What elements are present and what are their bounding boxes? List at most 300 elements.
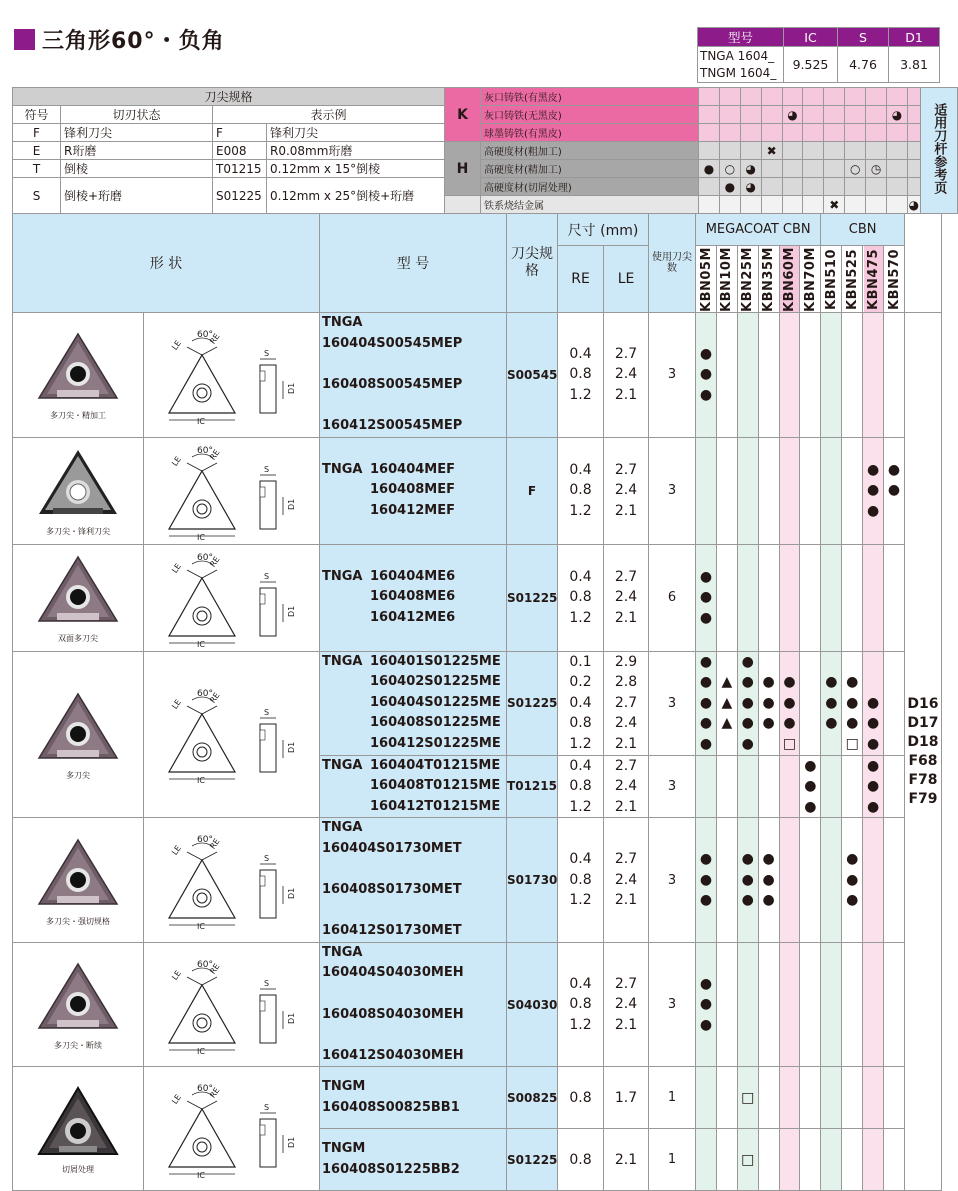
availability-mark (725, 996, 729, 1012)
re-value: 0.4 (569, 757, 592, 774)
grade-header: KBN05M (696, 246, 717, 313)
material-row (445, 142, 958, 160)
header-megacoat-cbn: MEGACOAT CBN (696, 214, 821, 246)
availability-mark (787, 851, 791, 867)
shape-caption: 多刀尖 (66, 770, 90, 780)
model-code[interactable]: 160412S04030MEH (322, 1047, 464, 1063)
material-mark (719, 88, 740, 106)
material-mark (699, 124, 720, 142)
grade-availability (800, 755, 821, 818)
material-mark: ◕ (908, 197, 920, 212)
availability-mark (766, 996, 770, 1012)
grade-availability (737, 544, 758, 651)
model-code[interactable]: 160408S00545MEP (322, 376, 463, 392)
model-code[interactable]: 160401S01225ME (370, 653, 501, 669)
material-mark (907, 178, 920, 196)
material-group-code: K (445, 88, 481, 142)
usable-edges: 1 (649, 1067, 696, 1129)
material-mark: ● (719, 178, 740, 196)
ref-page-link[interactable]: F78 (908, 771, 938, 788)
availability-mark: ● (804, 757, 817, 774)
model-code[interactable]: 160404T01215ME (370, 757, 501, 773)
availability-mark: ● (699, 387, 713, 404)
availability-mark (871, 1090, 875, 1106)
model-code[interactable]: 160404S01730MET (322, 840, 462, 856)
availability-mark (787, 387, 791, 403)
svg-text:D1: D1 (286, 1012, 296, 1024)
model-code[interactable]: 160412S01225ME (370, 735, 501, 751)
availability-mark (704, 1090, 708, 1106)
le-value: 2.1 (614, 502, 638, 519)
model-code[interactable]: 160404S04030MEH (322, 965, 464, 981)
grade-availability (842, 818, 863, 943)
material-mark (907, 124, 920, 142)
availability-mark (766, 1152, 770, 1168)
model-prefix: TNGM (322, 1141, 366, 1157)
svg-text:LE: LE (169, 1092, 183, 1106)
le-values (604, 437, 649, 544)
ref-page-link[interactable]: D16 (907, 695, 939, 712)
availability-mark (892, 346, 896, 362)
page-title: 三角形60°・负角 (42, 29, 225, 54)
grade-availability (758, 942, 779, 1067)
model-code[interactable]: 160412MEF (370, 502, 455, 518)
model-code[interactable]: 160408MEF (370, 482, 455, 498)
grade-header: KBN475 (863, 246, 884, 313)
edge-spec-code: S01730 (507, 818, 558, 943)
le-values (604, 942, 649, 1067)
svg-text:D1: D1 (286, 605, 296, 617)
le-values (604, 1129, 649, 1191)
re-value: 0.4 (569, 851, 592, 868)
model-code[interactable]: 160412S00545MEP (322, 417, 463, 433)
availability-mark: ● (741, 674, 754, 691)
availability-mark (871, 569, 875, 585)
material-mark (719, 196, 740, 214)
availability-mark (725, 736, 729, 752)
availability-mark (829, 366, 833, 382)
availability-mark: ● (699, 975, 713, 992)
material-mark (887, 124, 908, 142)
edge-spec-example-desc: R0.08mm珩磨 (267, 142, 445, 160)
availability-mark (766, 976, 770, 992)
availability-mark (871, 610, 875, 626)
model-code[interactable]: 160408S04030MEH (322, 1006, 464, 1022)
re-value: 1.2 (569, 609, 592, 626)
grade-availability (737, 313, 758, 438)
grade-availability (758, 313, 779, 438)
usable-edges: 3 (649, 942, 696, 1067)
edge-spec-header-state: 切刃状态 (61, 106, 213, 124)
le-value: 2.4 (614, 996, 638, 1013)
grade-availability (758, 437, 779, 544)
grade-availability (863, 313, 884, 438)
availability-mark (850, 482, 854, 498)
availability-mark (850, 976, 854, 992)
header-cbn: CBN (821, 214, 905, 246)
material-mark (803, 106, 824, 124)
material-mark (699, 142, 720, 160)
material-mark (782, 160, 803, 178)
le-value: 2.1 (614, 892, 638, 909)
dim-value-d1: 3.81 (889, 47, 940, 83)
grade-availability (758, 818, 779, 943)
re-value: 0.8 (569, 715, 592, 732)
availability-mark (829, 387, 833, 403)
availability-mark: ● (783, 674, 796, 691)
edge-spec-table (12, 87, 445, 214)
edge-spec-header-symbol: 符号 (13, 106, 61, 124)
ref-page-link[interactable]: F79 (908, 790, 938, 807)
re-values (558, 313, 604, 438)
material-mark: ○ (845, 160, 866, 178)
grade-header: KBN525 (842, 246, 863, 313)
grade-availability (842, 437, 863, 544)
grade-availability (863, 1129, 884, 1191)
availability-mark (871, 654, 875, 670)
availability-mark (808, 1152, 812, 1168)
availability-mark (725, 654, 729, 670)
re-value: 1.2 (569, 892, 592, 909)
model-code[interactable]: 160408T01215ME (370, 778, 501, 794)
material-mark (740, 106, 761, 124)
availability-mark (850, 569, 854, 585)
usable-edges: 3 (649, 755, 696, 818)
le-value: 2.7 (614, 975, 638, 992)
ref-spacer (904, 214, 941, 313)
availability-mark (787, 569, 791, 585)
availability-mark (829, 736, 833, 752)
grade-availability (884, 544, 905, 651)
edge-spec-code: S01225 (507, 1129, 558, 1191)
grade-availability (716, 1129, 737, 1191)
grade-availability (779, 755, 800, 818)
grade-availability (800, 1129, 821, 1191)
availability-mark: ● (699, 1016, 713, 1033)
availability-mark (829, 996, 833, 1012)
availability-mark (808, 715, 812, 731)
model-code[interactable]: 160404MEF (370, 461, 455, 477)
grade-availability (821, 313, 842, 438)
availability-mark (808, 892, 812, 908)
availability-mark (829, 589, 833, 605)
availability-mark (871, 996, 875, 1012)
availability-mark (850, 610, 854, 626)
material-mark: ● (699, 160, 720, 178)
shape-caption: 多刀尖・精加工 (50, 411, 106, 421)
model-cell (320, 1067, 507, 1129)
usable-edges: 1 (649, 1129, 696, 1191)
re-values (558, 437, 604, 544)
availability-mark (829, 569, 833, 585)
model-code[interactable]: 160408S01730MET (322, 882, 462, 898)
availability-mark (725, 851, 729, 867)
grade-availability (737, 942, 758, 1067)
availability-mark (766, 736, 770, 752)
availability-mark (787, 503, 791, 519)
material-mark (866, 142, 887, 160)
material-mark (740, 196, 761, 214)
availability-mark (871, 872, 875, 888)
availability-mark (725, 778, 729, 794)
availability-mark (850, 346, 854, 362)
availability-mark (808, 366, 812, 382)
grade-availability (842, 942, 863, 1067)
availability-mark (871, 892, 875, 908)
svg-text:RE: RE (207, 554, 222, 569)
svg-text:60°: 60° (196, 689, 213, 700)
availability-mark: ● (887, 482, 901, 499)
insert-icon (13, 958, 143, 1038)
edge-spec-code: S00545 (507, 313, 558, 438)
availability-mark: ● (699, 609, 713, 626)
edge-spec-row (13, 178, 445, 214)
grade-availability (716, 755, 737, 818)
grade-availability (737, 1067, 758, 1129)
le-values (604, 755, 649, 818)
shape-caption: 多刀尖・锋利刀尖 (46, 527, 110, 537)
availability-mark: ● (866, 694, 880, 711)
availability-mark (892, 996, 896, 1012)
availability-mark (892, 872, 896, 888)
re-value: 0.4 (569, 461, 592, 478)
availability-mark (766, 569, 770, 585)
grade-availability (716, 313, 737, 438)
availability-mark (808, 851, 812, 867)
grade-availability (821, 651, 842, 755)
le-value: 2.4 (614, 871, 638, 888)
svg-text:D1: D1 (286, 887, 296, 900)
availability-mark: ● (866, 735, 880, 752)
availability-mark (766, 778, 770, 794)
availability-mark (766, 387, 770, 403)
material-mark (782, 124, 803, 142)
material-mark (719, 124, 740, 142)
grade-availability (821, 942, 842, 1067)
material-mark (824, 160, 845, 178)
availability-mark (829, 851, 833, 867)
svg-text:S: S (263, 1102, 269, 1112)
material-row (445, 88, 958, 106)
usable-edges: 6 (649, 544, 696, 651)
svg-text:S: S (263, 854, 269, 864)
material-mark (866, 124, 887, 142)
svg-text:RE: RE (207, 961, 222, 976)
grade-availability (863, 437, 884, 544)
availability-mark: ● (846, 871, 859, 888)
insert-icon (13, 328, 143, 408)
model-prefix: TNGA (322, 653, 363, 669)
availability-mark (746, 589, 750, 605)
availability-mark (808, 674, 812, 690)
grade-availability (842, 1129, 863, 1191)
availability-mark: ● (741, 892, 754, 909)
availability-mark (829, 482, 833, 498)
edge-spec-title: 刀尖规格 (13, 88, 445, 106)
ref-page-link[interactable]: F68 (908, 752, 938, 769)
availability-mark: ● (866, 715, 880, 732)
model-code[interactable]: 160404S00545MEP (322, 335, 463, 351)
model-code[interactable]: 160408S01225BB2 (322, 1161, 460, 1177)
edge-spec-example-code: E008 (213, 142, 267, 160)
svg-text:D1: D1 (286, 382, 296, 394)
availability-mark (871, 1152, 875, 1168)
insert-icon (13, 551, 143, 631)
grade-availability (779, 1129, 800, 1191)
availability-mark (704, 758, 708, 774)
le-values (604, 1067, 649, 1129)
availability-mark: ● (762, 694, 775, 711)
grade-availability (863, 818, 884, 943)
grade-availability (779, 651, 800, 755)
dim-models (698, 47, 784, 83)
availability-mark (829, 892, 833, 908)
svg-text:60°: 60° (196, 835, 213, 846)
grade-availability (800, 818, 821, 943)
grade-availability (884, 1129, 905, 1191)
le-value: 2.1 (614, 1151, 638, 1168)
grade-availability (863, 1067, 884, 1129)
grade-header: KBN570 (884, 246, 905, 313)
svg-text:S: S (263, 708, 269, 718)
availability-mark (725, 1090, 729, 1106)
grade-availability (884, 942, 905, 1067)
material-mark (907, 160, 920, 178)
availability-mark (892, 654, 896, 670)
model-code[interactable]: 160404ME6 (370, 568, 456, 584)
availability-mark: ● (866, 798, 880, 815)
availability-mark: ● (699, 851, 713, 868)
svg-text:RE: RE (207, 1085, 222, 1100)
svg-text:S: S (263, 978, 269, 988)
availability-mark (808, 387, 812, 403)
availability-mark (787, 799, 791, 815)
le-value: 2.1 (614, 798, 638, 815)
availability-mark (892, 1017, 896, 1033)
availability-mark: ● (699, 345, 713, 362)
availability-mark: ● (825, 674, 838, 691)
grade-header: KBN60M (779, 246, 800, 313)
availability-mark (850, 758, 854, 774)
availability-mark (850, 778, 854, 794)
grade-availability (800, 1067, 821, 1129)
availability-mark (829, 1152, 833, 1168)
re-value: 0.4 (569, 975, 592, 992)
edge-spec-row (13, 142, 445, 160)
availability-mark: ● (783, 715, 796, 732)
model-code[interactable]: 160412S01730MET (322, 923, 462, 939)
le-value: 2.4 (614, 778, 638, 795)
availability-mark: ● (699, 892, 713, 909)
edge-spec-example-desc: 锋利刀尖 (267, 124, 445, 142)
availability-mark: ● (846, 715, 859, 732)
model-code[interactable]: 160408S00825BB1 (322, 1099, 460, 1115)
availability-mark: □ (845, 735, 859, 752)
availability-mark (850, 1017, 854, 1033)
availability-mark (871, 674, 875, 690)
availability-mark: ● (699, 996, 713, 1013)
svg-text:IC: IC (196, 639, 205, 649)
availability-mark: ● (699, 653, 713, 670)
model-code[interactable]: 160412ME6 (370, 609, 456, 625)
material-name: 高硬度材(粗加工) (481, 142, 699, 160)
material-row (445, 106, 958, 124)
grade-availability (696, 1129, 717, 1191)
svg-text:RE: RE (207, 691, 222, 706)
availability-mark (808, 589, 812, 605)
edge-spec-symbol: S (13, 178, 61, 214)
edge-spec-example-desc: 0.12mm x 25°倒棱+珩磨 (267, 178, 445, 214)
availability-mark: ● (762, 871, 775, 888)
edge-spec-state: 锋利刀尖 (61, 124, 213, 142)
availability-mark (808, 976, 812, 992)
availability-mark (808, 695, 812, 711)
availability-mark (829, 654, 833, 670)
svg-text:S: S (263, 348, 269, 358)
model-prefix: TNGA (322, 461, 363, 477)
model-code[interactable]: 160404S01225ME (370, 694, 501, 710)
edge-spec-symbol: E (13, 142, 61, 160)
availability-mark (829, 503, 833, 519)
model-code[interactable]: 160408S01225ME (370, 715, 501, 731)
edge-spec-example-code: F (213, 124, 267, 142)
insert-dimension-diagram (144, 437, 320, 544)
edge-spec-state: 倒棱+珩磨 (61, 178, 213, 214)
model-code[interactable]: 160408ME6 (370, 589, 456, 605)
grade-availability (716, 651, 737, 755)
availability-mark: ● (846, 694, 859, 711)
material-mark (866, 106, 887, 124)
model-code[interactable]: 160412T01215ME (370, 798, 501, 814)
model-cell (320, 651, 507, 755)
grade-availability (800, 942, 821, 1067)
availability-mark (766, 462, 770, 478)
grade-header: KBN25M (737, 246, 758, 313)
insert-dimension-diagram (144, 1067, 320, 1191)
availability-mark (829, 799, 833, 815)
availability-mark (787, 1152, 791, 1168)
material-mark: ◕ (740, 160, 761, 178)
availability-mark: ▲ (721, 715, 733, 732)
model-code[interactable]: 160402S01225ME (370, 674, 501, 690)
availability-mark (850, 462, 854, 478)
svg-text:LE: LE (169, 968, 183, 982)
availability-mark: ● (846, 851, 859, 868)
material-mark (782, 88, 803, 106)
availability-mark (850, 589, 854, 605)
ref-page-link[interactable]: D17 (907, 714, 939, 731)
edge-spec-code: F (507, 437, 558, 544)
availability-mark (850, 996, 854, 1012)
material-name: 高硬度材(精加工) (481, 160, 699, 178)
availability-mark (766, 366, 770, 382)
dim-header-d1: D1 (889, 28, 940, 47)
insert-photo (13, 313, 144, 438)
le-value: 2.7 (614, 694, 638, 711)
availability-mark (746, 996, 750, 1012)
model-prefix: TNGA (322, 944, 363, 960)
grade-availability (696, 437, 717, 544)
grade-availability (842, 755, 863, 818)
model-prefix: TNGA (322, 568, 363, 584)
edge-spec-code: T01215 (507, 755, 558, 818)
material-mark (740, 124, 761, 142)
availability-mark (725, 799, 729, 815)
grade-availability (884, 437, 905, 544)
svg-text:IC: IC (196, 532, 205, 542)
ref-page-link[interactable]: D18 (907, 733, 939, 750)
material-row (445, 196, 958, 214)
